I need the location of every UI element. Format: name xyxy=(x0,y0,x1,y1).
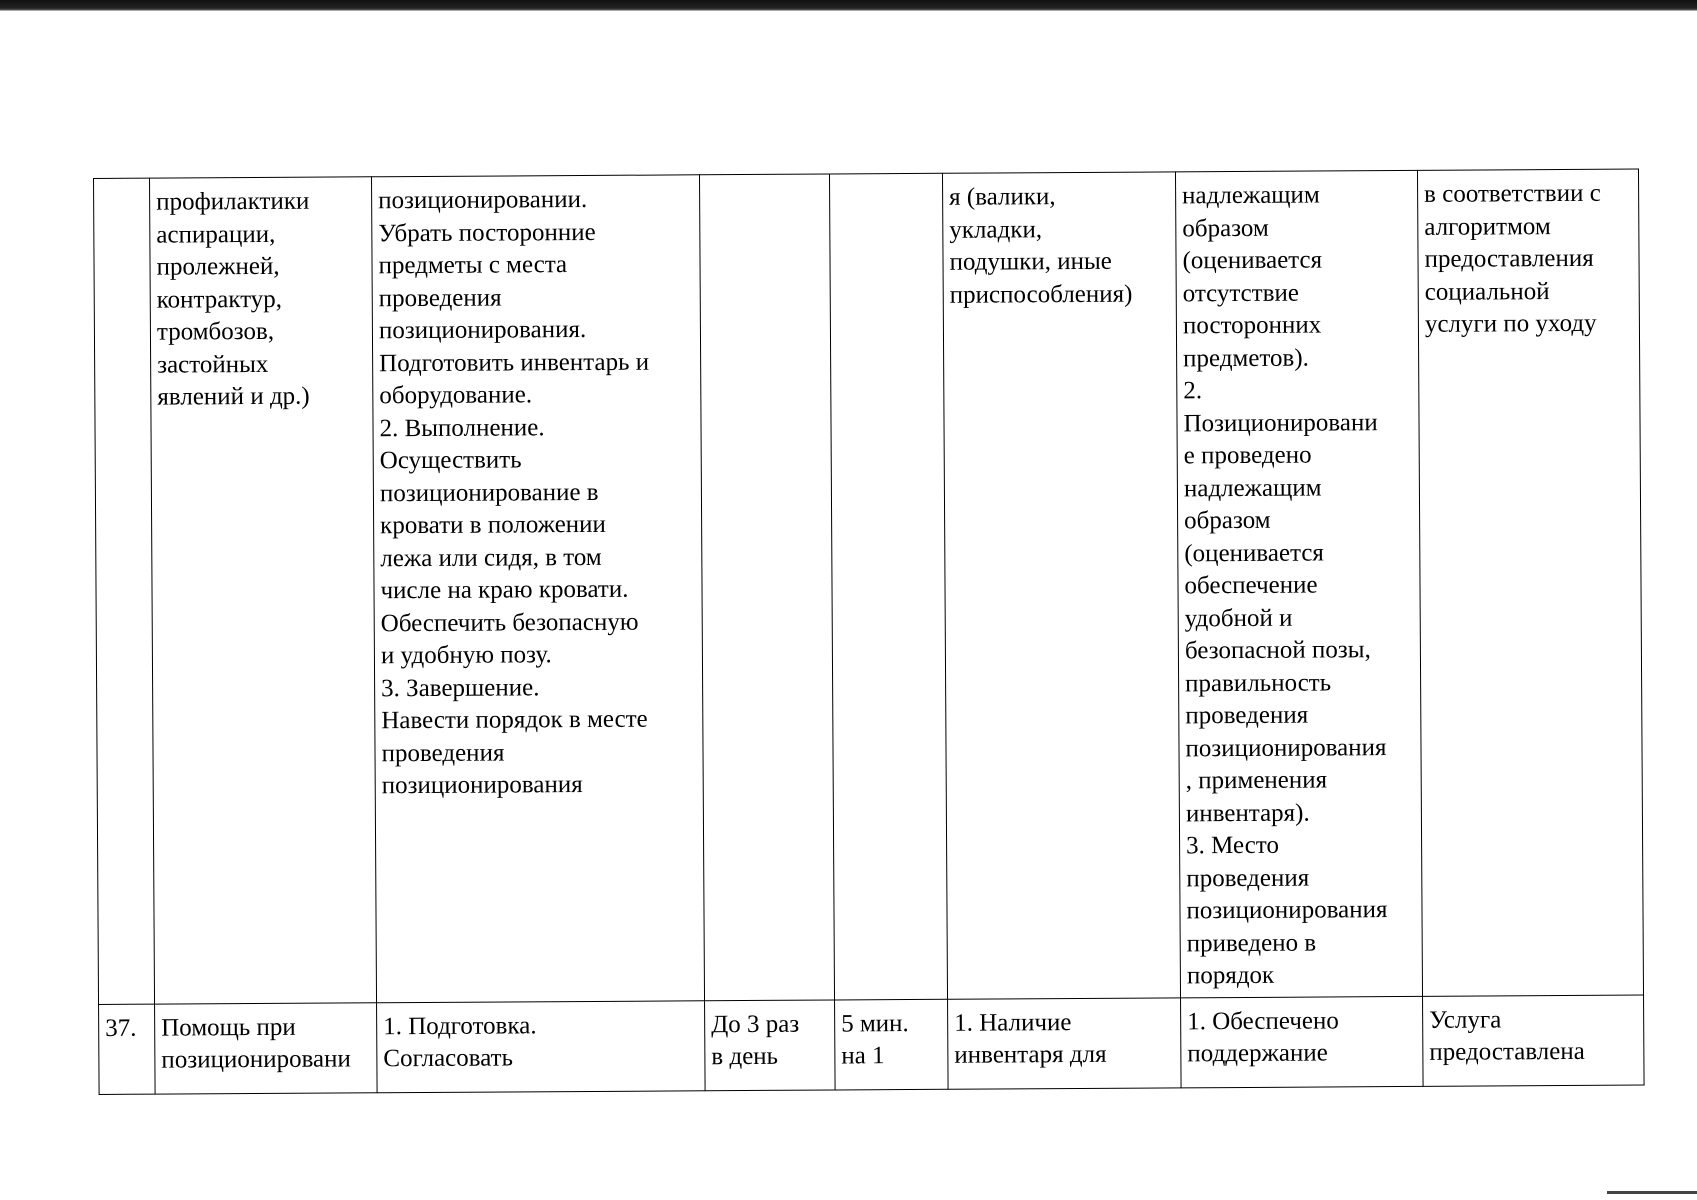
table-row-37 xyxy=(99,995,1645,1094)
services-table xyxy=(93,169,1645,1095)
scan-bottom-mark xyxy=(1607,1191,1697,1194)
cell-service-name: профилактики аспирации, пролежней, контрактур, тромбозов, застойных явлений и др.) xyxy=(150,177,377,1004)
cell-quality: 1. Обеспечено поддержание xyxy=(1181,996,1424,1087)
cell-conditions: 1. Наличие инвентаря для xyxy=(948,997,1182,1088)
cell-number xyxy=(94,178,155,1004)
cell-frequency xyxy=(699,174,834,1000)
table-row-continuation xyxy=(94,169,1644,1004)
cell-quality: надлежащим образом (оценивается отсутствие посторонних предметов). 2. Позиционировани е проведено надлежащим образом (оценивается обеспечение удобной и безопасной позы, правильность проведения позиционирования , применения инвентаря). 3. Место проведения позиционирования приведено в порядок xyxy=(1175,170,1422,997)
cell-frequency: До 3 раз в день xyxy=(705,999,836,1090)
cell-duration: 5 мин. на 1 xyxy=(835,999,949,1090)
cell-result: Услуга предоставлена xyxy=(1423,995,1645,1086)
cell-procedure: 1. Подготовка. Согласовать xyxy=(377,1000,706,1092)
cell-conditions: я (валики, укладки, подушки, иные приспособления) xyxy=(942,172,1180,999)
cell-service-name: Помощь при позиционировани xyxy=(155,1002,378,1093)
cell-duration xyxy=(829,173,947,999)
cell-procedure: позиционировании. Убрать посторонние предметы с места проведения позиционирования. Подготовить инвентарь и оборудование. 2. Выполнение. Осуществить позиционирование в кровати в положении лежа или сидя, в том числе на краю кровати. Обеспечить безопасную и удобную позу. 3. Завершение. Навести порядок в месте проведения позиционирования xyxy=(371,175,704,1002)
cell-number: 37. xyxy=(99,1004,156,1094)
scan-top-edge xyxy=(0,0,1697,11)
cell-result: в соответствии с алгоритмом предоставления социальной услуги по уходу xyxy=(1417,169,1643,996)
